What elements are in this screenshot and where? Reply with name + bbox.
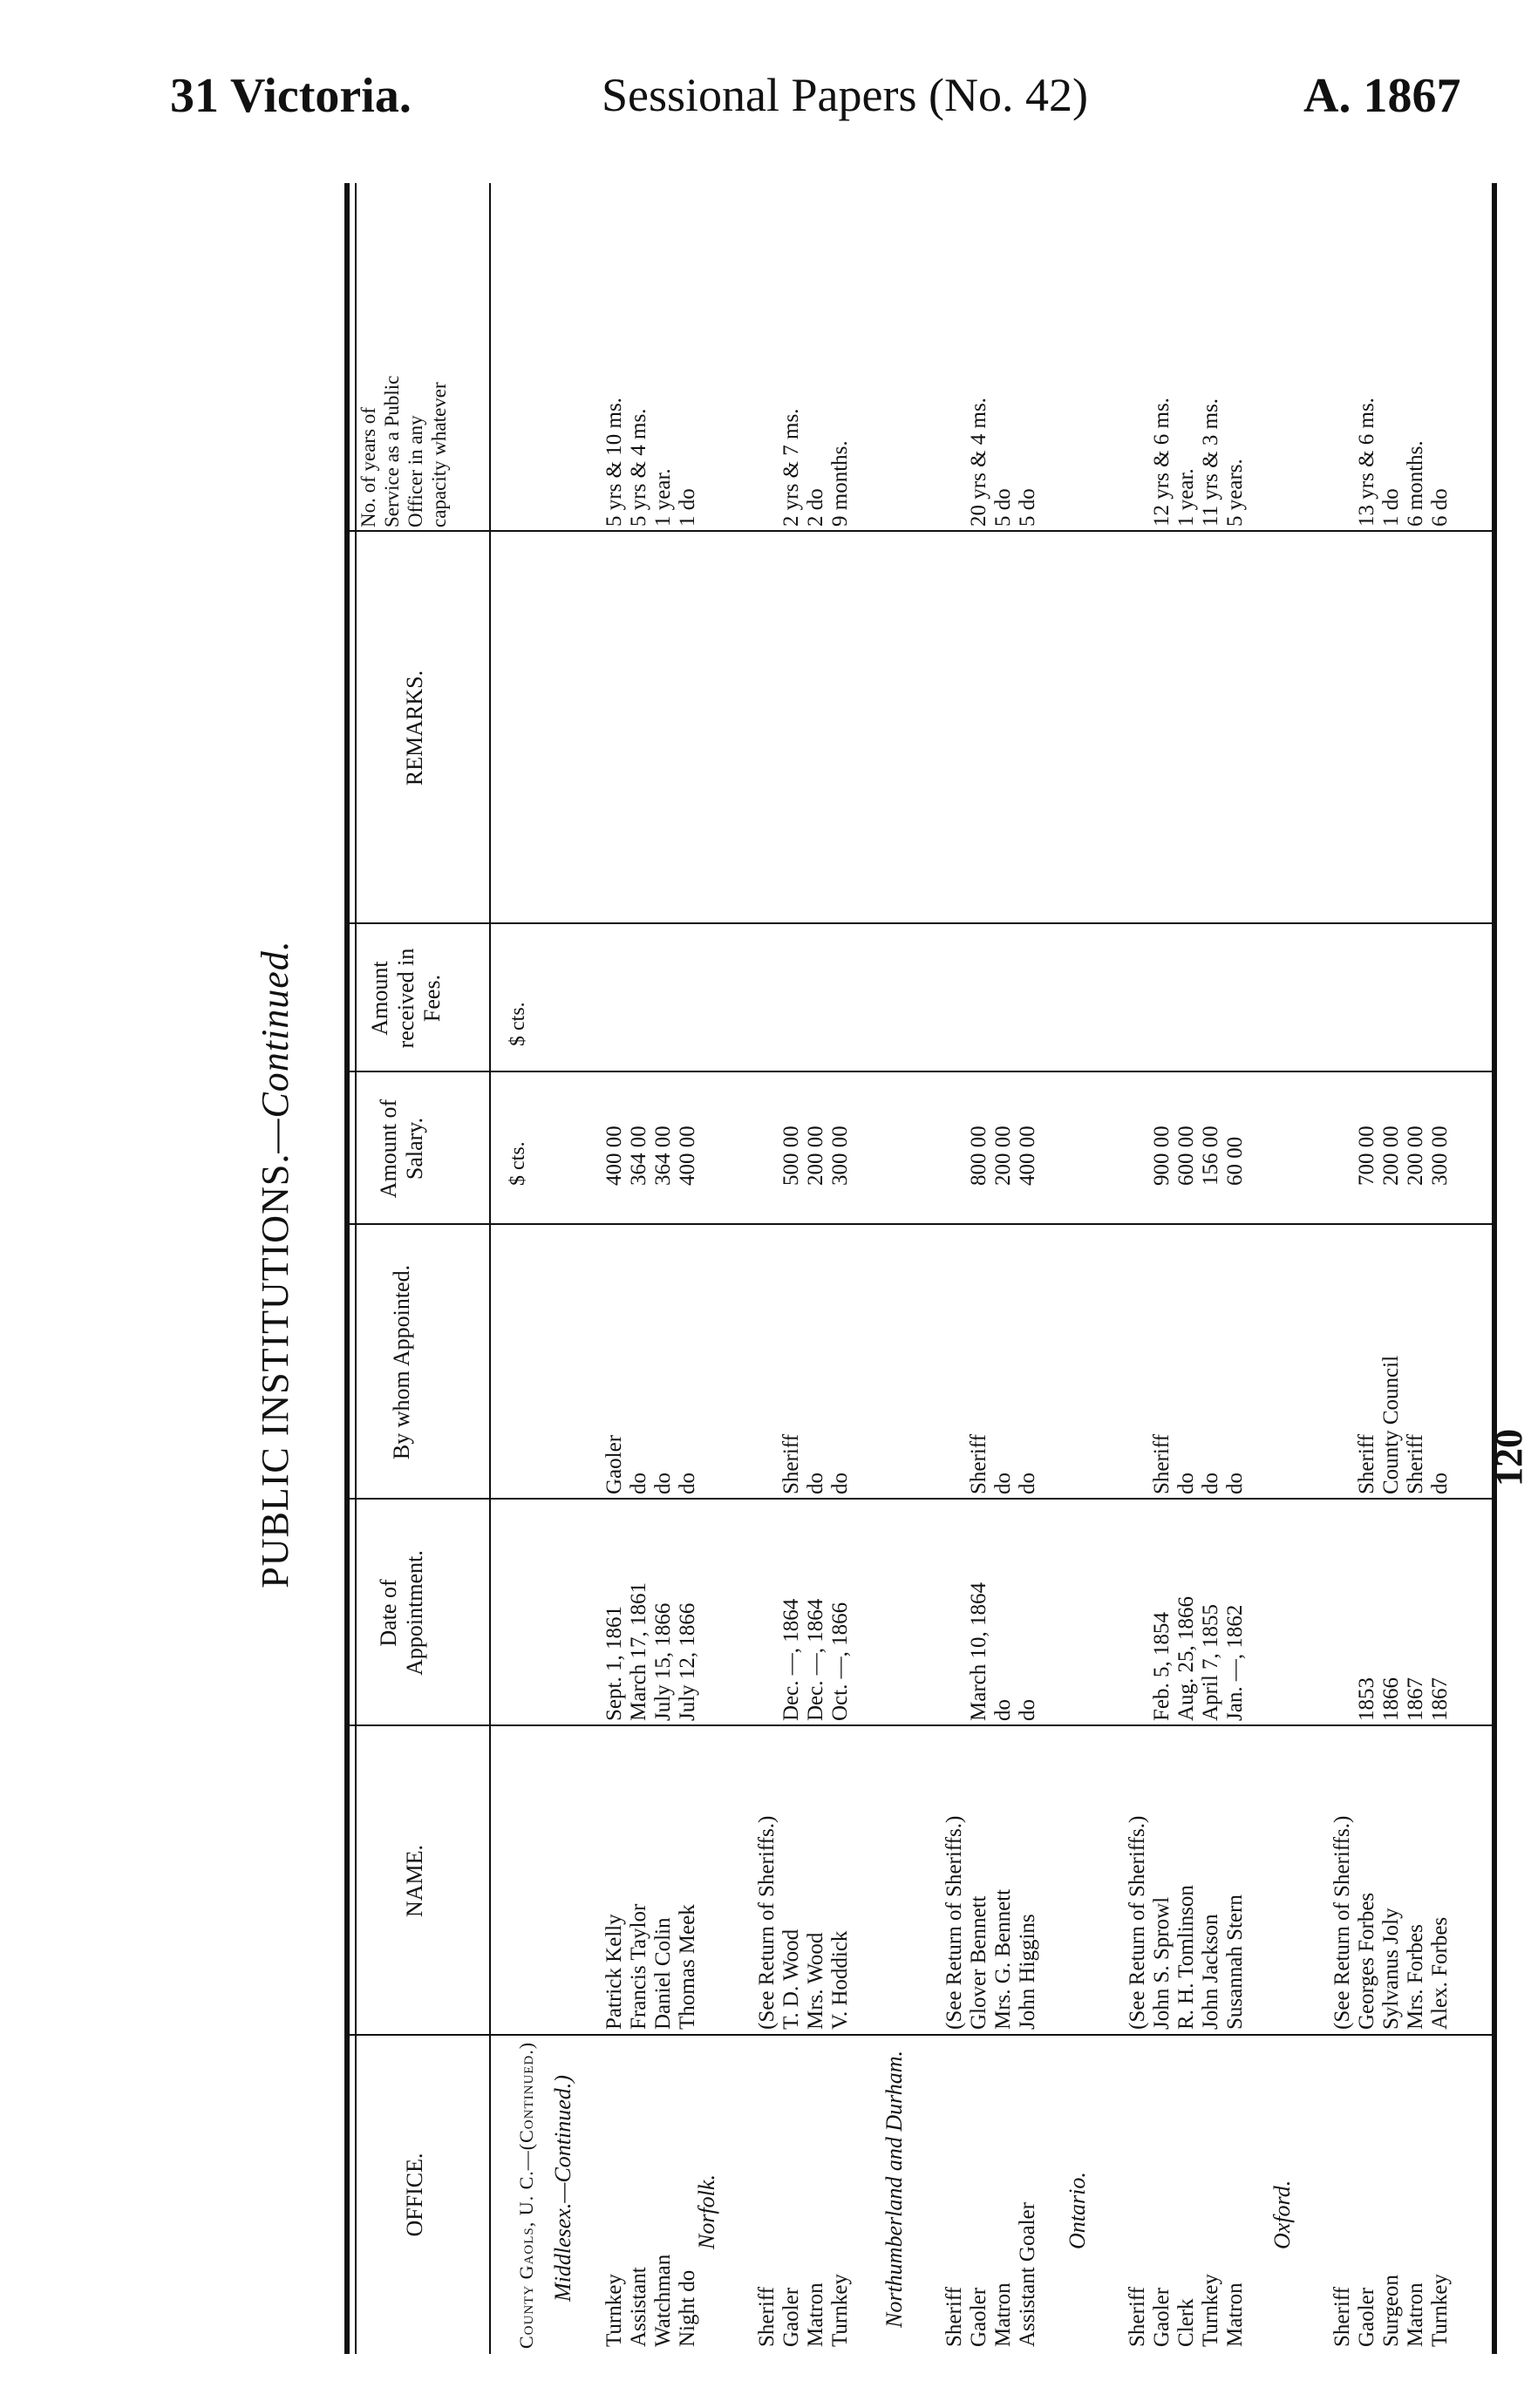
section-oxford: Oxford.	[1269, 2180, 1295, 2249]
table-row	[1223, 183, 1248, 2354]
cell-date: 1866	[1379, 1677, 1403, 1721]
cell-service: 6 do	[1428, 488, 1452, 527]
cell-name: Mrs. Forbes	[1404, 1924, 1427, 2030]
column-rule	[350, 1071, 1492, 1072]
table-row	[1330, 183, 1355, 2354]
cell-date: Dec. —, 1864	[779, 1598, 803, 1721]
cell-salary: 300 00	[1428, 1126, 1452, 1186]
table-row	[1428, 183, 1453, 2354]
cell-by: County Council	[1379, 1355, 1403, 1494]
cell-service: 5 yrs & 10 ms.	[602, 398, 626, 527]
cell-office: Turnkey	[1199, 2274, 1222, 2347]
header-rule	[489, 183, 491, 2354]
cell-office: Turnkey	[602, 2274, 626, 2347]
column-rule	[350, 1498, 1492, 1500]
table-row	[1199, 183, 1223, 2354]
table-row	[804, 183, 828, 2354]
cell-salary: 400 00	[1016, 1126, 1039, 1186]
cell-name: Mrs. G. Bennett	[991, 1888, 1015, 2030]
cell-name: Sylvanus Joly	[1379, 1908, 1403, 2030]
cell-service: 1 year.	[651, 468, 675, 527]
cell-by: do	[1174, 1473, 1198, 1494]
cell-salary: 300 00	[828, 1126, 852, 1186]
header-date: Date of Appointment.	[376, 1550, 427, 1676]
section-norfolk: Norfolk.	[694, 2174, 719, 2249]
returns-table	[344, 183, 1497, 2354]
title-main: PUBLIC INSTITUTIONS.	[254, 1153, 296, 1588]
table-row	[627, 183, 651, 2354]
cell-office: Matron	[804, 2282, 827, 2347]
cell-salary: 364 00	[651, 1126, 675, 1186]
cell-office: Assistant Goaler	[1016, 2202, 1039, 2347]
cell-service: 11 yrs & 3 ms.	[1199, 398, 1222, 527]
cell-by: Gaoler	[602, 1434, 626, 1494]
cell-by: do	[1199, 1473, 1222, 1494]
cell-by: do	[1223, 1473, 1247, 1494]
cell-name: R. H. Tomlinson	[1174, 1885, 1198, 2030]
cell-name: T. D. Wood	[779, 1928, 803, 2030]
cell-office: Gaoler	[779, 2287, 803, 2347]
cell-office: Turnkey	[828, 2274, 852, 2347]
cell-salary: 60 00	[1223, 1136, 1247, 1186]
cell-by: do	[651, 1473, 675, 1494]
page-title	[253, 174, 323, 2354]
salary-units: $ cts.	[507, 1141, 529, 1186]
cell-salary: 200 00	[1379, 1126, 1403, 1186]
cell-name: (See Return of Sheriffs.)	[1126, 1815, 1149, 2030]
cell-office: Assistant	[627, 2267, 650, 2347]
cell-office: Matron	[1223, 2282, 1247, 2347]
cell-name: Daniel Colin	[651, 1917, 675, 2030]
cell-date: do	[1016, 1699, 1039, 1721]
cell-by: do	[828, 1473, 852, 1494]
cell-date: Oct. —, 1866	[828, 1602, 852, 1721]
cell-date: Feb. 5, 1854	[1150, 1612, 1174, 1721]
cell-service: 5 years.	[1223, 459, 1247, 527]
cell-service: 13 yrs & 6 ms.	[1355, 398, 1378, 527]
table-row	[942, 183, 967, 2354]
cell-by: Sheriff	[779, 1434, 803, 1494]
cell-date: July 15, 1866	[651, 1602, 675, 1721]
cell-service: 5 do	[991, 488, 1015, 527]
cell-service: 2 do	[804, 488, 827, 527]
cell-by: do	[804, 1473, 827, 1494]
section-northumberland: Northumberland and Durham.	[881, 2050, 907, 2328]
table-row	[1016, 183, 1040, 2354]
cell-office: Surgeon	[1379, 2275, 1403, 2347]
cell-name: Mrs. Wood	[804, 1932, 827, 2030]
cell-date: 1853	[1355, 1677, 1378, 1721]
cell-salary: 500 00	[779, 1126, 803, 1186]
cell-name: (See Return of Sheriffs.)	[755, 1815, 779, 2030]
page-number: 120	[1487, 1429, 1530, 1486]
cell-name: (See Return of Sheriffs.)	[1330, 1815, 1354, 2030]
cell-by: Sheriff	[1355, 1434, 1378, 1494]
cell-office: Clerk	[1174, 2298, 1198, 2347]
cell-office: Sheriff	[755, 2287, 779, 2347]
table-row	[1174, 183, 1199, 2354]
cell-name: John Jackson	[1199, 1914, 1222, 2030]
cell-salary: 364 00	[627, 1126, 650, 1186]
header-remarks: REMARKS.	[402, 670, 427, 786]
cell-salary: 156 00	[1199, 1126, 1222, 1186]
header-fees: Amount received in Fees.	[367, 948, 445, 1049]
table-row	[1404, 183, 1428, 2354]
cell-by: Sheriff	[967, 1434, 990, 1494]
cell-salary: 400 00	[676, 1126, 699, 1186]
cell-by: Sheriff	[1404, 1434, 1427, 1494]
cell-office: Matron	[1404, 2282, 1427, 2347]
cell-name: Georges Forbes	[1355, 1892, 1378, 2030]
cell-service: 9 months.	[828, 440, 852, 527]
cell-by: do	[627, 1473, 650, 1494]
cell-by: Sheriff	[1150, 1434, 1174, 1494]
table-row	[828, 183, 853, 2354]
cell-salary: 200 00	[1404, 1126, 1427, 1186]
cell-salary: 200 00	[804, 1126, 827, 1186]
table-row	[1126, 183, 1150, 2354]
header-by-whom: By whom Appointed.	[389, 1264, 414, 1460]
cell-by: do	[676, 1473, 699, 1494]
table-row	[779, 183, 804, 2354]
cell-date: March 10, 1864	[967, 1582, 990, 1721]
cell-salary: 400 00	[602, 1126, 626, 1186]
cell-name: Thomas Meek	[676, 1904, 699, 2030]
cell-name: John S. Sprowl	[1150, 1896, 1174, 2030]
table-row	[676, 183, 700, 2354]
cell-date: Sept. 1, 1861	[602, 1606, 626, 1721]
table-row	[967, 183, 991, 2354]
cell-service: 12 yrs & 6 ms.	[1150, 398, 1174, 527]
cell-name: Francis Taylor	[627, 1903, 650, 2030]
cell-date: April 7, 1855	[1199, 1603, 1222, 1721]
section-county-gaols: County Gaols, U. C.—(Continued.)	[515, 2041, 537, 2349]
table-row	[991, 183, 1016, 2354]
table-row	[1150, 183, 1174, 2354]
cell-service: 6 months.	[1404, 440, 1427, 527]
cell-office: Turnkey	[1428, 2274, 1452, 2347]
cell-salary: 200 00	[991, 1126, 1015, 1186]
table-row	[602, 183, 627, 2354]
cell-name: Susannah Stern	[1223, 1894, 1247, 2030]
cell-name: Patrick Kelly	[602, 1914, 626, 2030]
column-rule	[350, 922, 1492, 924]
table-row	[755, 183, 779, 2354]
header-salary: Amount of Salary.	[376, 1099, 427, 1199]
cell-date: 1867	[1428, 1677, 1452, 1721]
column-rule	[350, 2034, 1492, 2036]
cell-office: Night do	[676, 2269, 699, 2347]
cell-service: 1 do	[1379, 488, 1403, 527]
cell-service: 1 year.	[1174, 468, 1198, 527]
cell-by: do	[1428, 1473, 1452, 1494]
cell-name: V. Hoddick	[828, 1930, 852, 2030]
cell-service: 5 yrs & 4 ms.	[627, 408, 650, 527]
cell-by: do	[991, 1473, 1015, 1494]
cell-service: 1 do	[676, 488, 699, 527]
table-row	[651, 183, 676, 2354]
cell-salary: 600 00	[1174, 1126, 1198, 1186]
cell-name: John Higgins	[1016, 1914, 1039, 2030]
fees-units: $ cts.	[507, 1002, 529, 1046]
cell-date: Aug. 25, 1866	[1174, 1595, 1198, 1721]
cell-date: Jan. —, 1862	[1223, 1604, 1247, 1721]
header-session: 31 Victoria.	[170, 69, 412, 123]
table-row	[1355, 183, 1379, 2354]
header-sessional-papers: Sessional Papers (No. 42)	[602, 69, 1088, 121]
cell-office: Sheriff	[1126, 2287, 1149, 2347]
table-row	[1379, 183, 1404, 2354]
cell-office: Gaoler	[1355, 2287, 1378, 2347]
cell-date: do	[991, 1699, 1015, 1721]
cell-name: Alex. Forbes	[1428, 1916, 1452, 2030]
section-ontario: Ontario.	[1065, 2172, 1090, 2249]
cell-salary: 900 00	[1150, 1126, 1174, 1186]
column-rule	[350, 1724, 1492, 1726]
header-office: OFFICE.	[402, 2153, 427, 2237]
cell-name: (See Return of Sheriffs.)	[942, 1815, 966, 2030]
cell-office: Sheriff	[1330, 2287, 1354, 2347]
header-name: NAME.	[402, 1844, 427, 1918]
cell-office: Watchman	[651, 2254, 675, 2347]
cell-date: March 17, 1861	[627, 1582, 650, 1721]
cell-service: 20 yrs & 4 ms.	[967, 398, 990, 527]
cell-service: 5 do	[1016, 488, 1039, 527]
header-year: A. 1867	[1303, 69, 1461, 123]
column-rule	[350, 530, 1492, 532]
cell-service: 2 yrs & 7 ms.	[779, 408, 803, 527]
cell-date: 1867	[1404, 1677, 1427, 1721]
cell-office: Matron	[991, 2282, 1015, 2347]
cell-by: do	[1016, 1473, 1039, 1494]
cell-salary: 800 00	[967, 1126, 990, 1186]
cell-date: July 12, 1866	[676, 1602, 699, 1721]
cell-name: Glover Bennett	[967, 1895, 990, 2030]
title-continued: —Continued.	[254, 940, 296, 1153]
cell-office: Gaoler	[967, 2287, 990, 2347]
cell-salary: 700 00	[1355, 1126, 1378, 1186]
column-rule	[350, 1223, 1492, 1225]
cell-date: Dec. —, 1864	[804, 1598, 827, 1721]
header-service: No. of years of Service as a Public Officer in any capacity whatever	[357, 375, 450, 527]
cell-office: Sheriff	[942, 2287, 966, 2347]
cell-office: Gaoler	[1150, 2287, 1174, 2347]
section-middlesex: Middlesex.—Continued.)	[550, 2075, 575, 2302]
rotated-table-page	[253, 174, 1530, 2354]
